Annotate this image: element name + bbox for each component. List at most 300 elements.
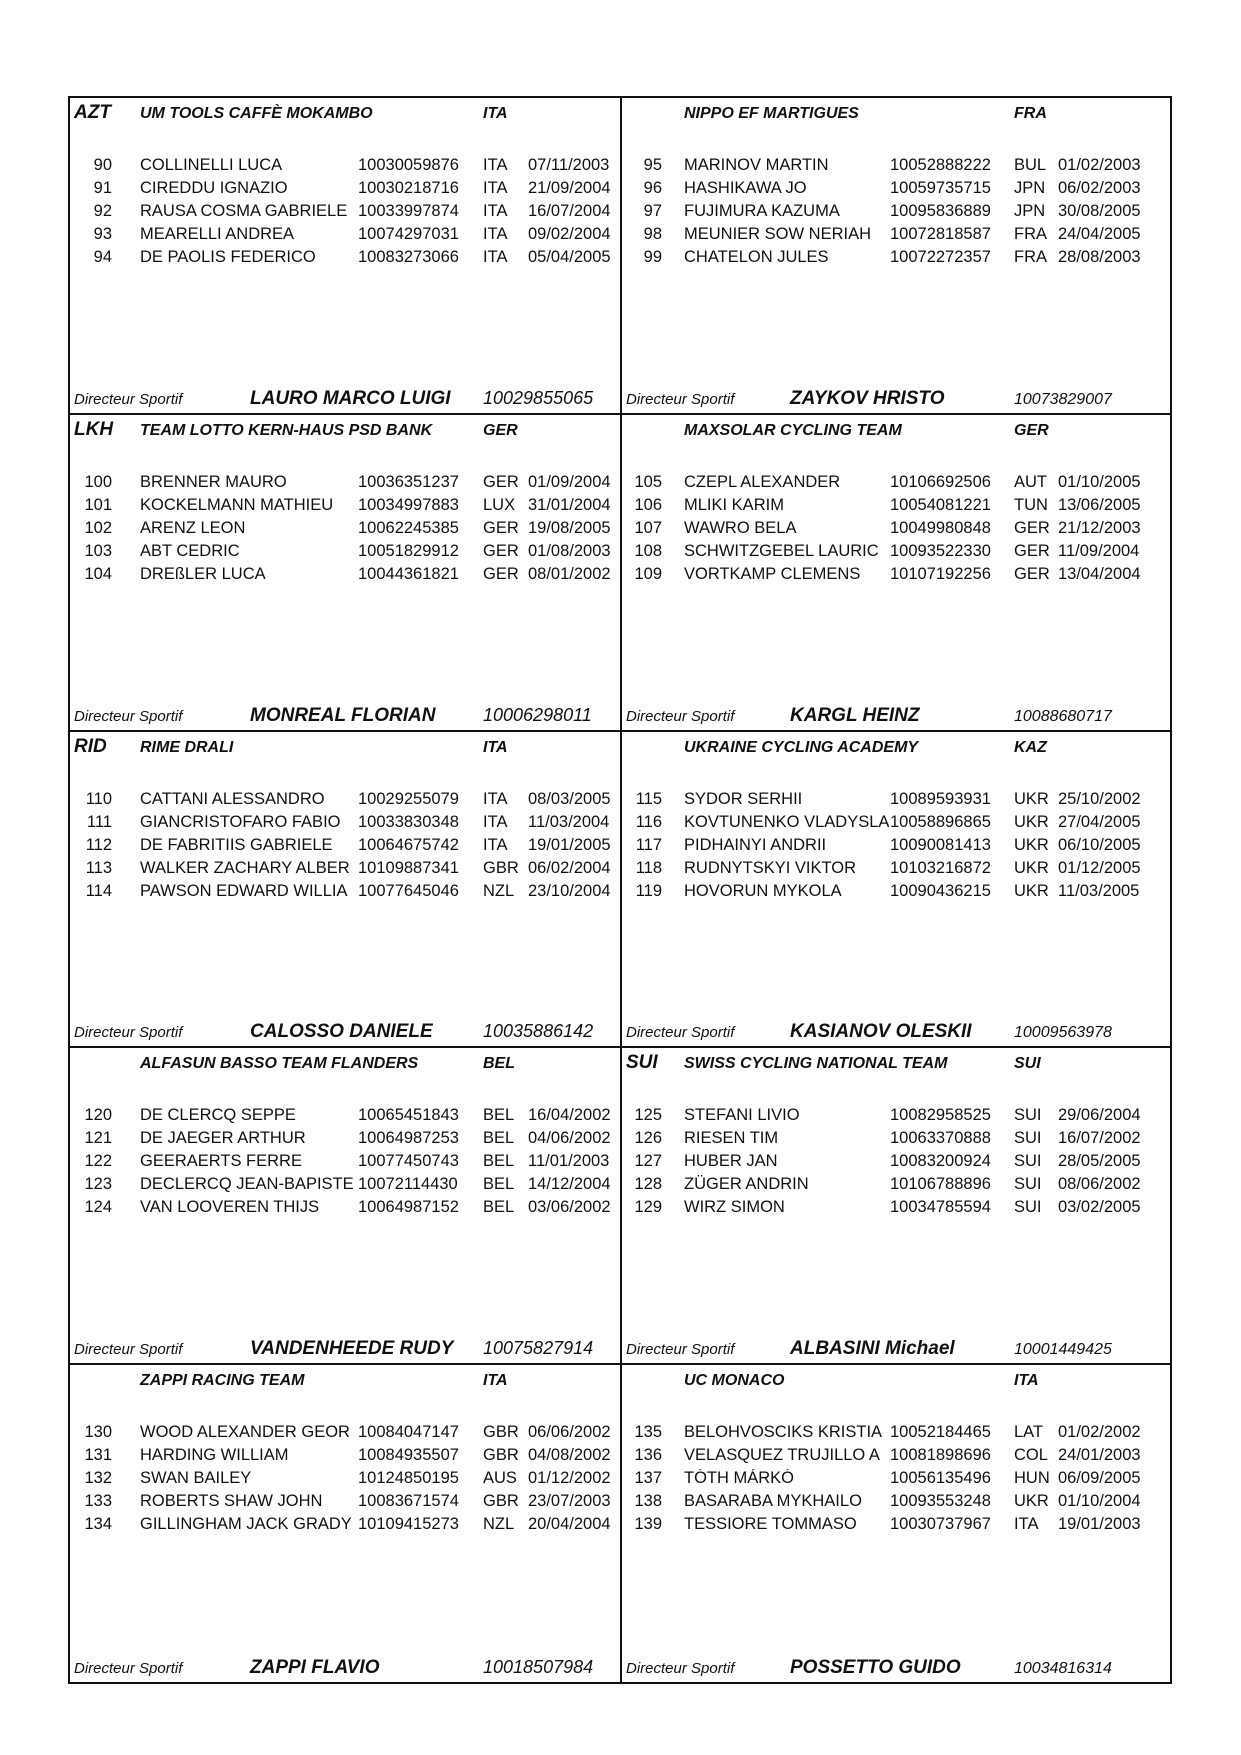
directeur-label: Directeur Sportif <box>74 1659 183 1677</box>
team-header <box>622 102 1170 124</box>
rider-nationality: ITA <box>483 789 508 808</box>
rider-row <box>70 473 620 496</box>
rider-row <box>70 1469 620 1492</box>
rider-number: 112 <box>85 835 112 854</box>
rider-row <box>70 1515 620 1538</box>
directeur-name: ZAPPI FLAVIO <box>250 1656 380 1678</box>
rider-row <box>622 542 1170 565</box>
team-nationality: ITA <box>483 1372 508 1390</box>
rider-birthdate: 01/10/2005 <box>1058 472 1141 491</box>
rider-name: ROBERTS SHAW JOHN <box>140 1492 323 1511</box>
rider-list <box>622 156 1170 271</box>
directeur-id: 10034816314 <box>1014 1659 1112 1677</box>
team-header <box>622 419 1170 441</box>
rider-row <box>622 496 1170 519</box>
rider-row <box>622 248 1170 271</box>
rider-row <box>622 1469 1170 1492</box>
rider-row <box>70 202 620 225</box>
rider-uci-id: 10074297031 <box>358 225 459 243</box>
rider-uci-id: 10106788896 <box>890 1175 991 1194</box>
team-code: AZT <box>74 102 111 123</box>
directeur-label: Directeur Sportif <box>74 707 183 725</box>
rider-nationality: BUL <box>1014 156 1047 174</box>
rider-uci-id: 10036351237 <box>358 472 459 491</box>
rider-uci-id: 10033830348 <box>358 812 459 831</box>
rider-uci-id: 10030059876 <box>358 156 459 174</box>
rider-nationality: LUX <box>483 495 516 514</box>
rider-nationality: HUN <box>1014 1469 1050 1488</box>
rider-name: MARINOV MARTIN <box>684 156 829 174</box>
rider-uci-id: 10083671574 <box>358 1492 459 1511</box>
directeur-name: VANDENHEEDE RUDY <box>250 1338 454 1360</box>
rider-nationality: BEL <box>483 1152 515 1171</box>
directeur-id: 10001449425 <box>1014 1341 1112 1359</box>
rider-number: 114 <box>85 881 112 900</box>
rider-birthdate: 21/12/2003 <box>1058 518 1141 537</box>
rider-name: ABT CEDRIC <box>140 541 240 560</box>
rider-birthdate: 19/01/2003 <box>1058 1515 1141 1534</box>
rider-number: 120 <box>84 1106 112 1125</box>
rider-uci-id: 10093522330 <box>890 541 991 560</box>
rider-row <box>622 1129 1170 1152</box>
rider-uci-id: 10109887341 <box>358 858 459 877</box>
rider-name: DE CLERCQ SEPPE <box>140 1106 296 1125</box>
team-nationality: ITA <box>483 738 508 756</box>
rider-number: 117 <box>635 835 662 854</box>
rider-birthdate: 01/12/2002 <box>528 1469 611 1488</box>
rider-nationality: BEL <box>483 1198 515 1217</box>
rider-row <box>622 179 1170 202</box>
directeur-id: 10018507984 <box>483 1656 594 1677</box>
rider-row <box>70 156 620 179</box>
rider-nationality: TUN <box>1014 495 1048 514</box>
team-nationality: FRA <box>1014 105 1047 122</box>
directeur-id: 10009563978 <box>1014 1024 1112 1042</box>
rider-uci-id: 10052184465 <box>890 1423 991 1442</box>
team-code: RID <box>74 735 107 757</box>
rider-nationality: AUT <box>1014 472 1047 491</box>
rider-row <box>622 1515 1170 1538</box>
rider-name: DE PAOLIS FEDERICO <box>140 248 316 266</box>
team-header <box>622 736 1170 758</box>
rider-name: VORTKAMP CLEMENS <box>684 564 861 583</box>
rider-row <box>622 813 1170 836</box>
rider-name: FUJIMURA KAZUMA <box>684 202 840 220</box>
rider-uci-id: 10051829912 <box>358 541 459 560</box>
rider-birthdate: 01/02/2002 <box>1058 1423 1141 1442</box>
rider-name: BELOHVOSCIKS KRISTIA <box>684 1423 883 1442</box>
rider-row <box>70 225 620 248</box>
rider-birthdate: 16/04/2002 <box>528 1106 611 1125</box>
rider-nationality: GER <box>1014 541 1050 560</box>
team-nationality: GER <box>483 421 518 439</box>
team-nationality: ITA <box>483 105 508 122</box>
team-name: MAXSOLAR CYCLING TEAM <box>684 421 902 439</box>
rider-birthdate: 16/07/2004 <box>528 202 611 220</box>
rider-nationality: UKR <box>1014 858 1049 877</box>
directeur-sportif-row <box>622 1336 1170 1360</box>
rider-number: 128 <box>634 1175 662 1194</box>
rider-name: RAUSA COSMA GABRIELE <box>140 202 348 220</box>
rider-birthdate: 05/04/2005 <box>528 248 611 266</box>
rider-number: 130 <box>84 1423 112 1442</box>
rider-row <box>622 202 1170 225</box>
team-nationality: GER <box>1014 421 1049 439</box>
rider-number: 103 <box>84 541 112 560</box>
rider-uci-id: 10090436215 <box>890 881 991 900</box>
directeur-sportif-row <box>70 1019 620 1043</box>
rider-number: 115 <box>635 789 662 808</box>
team-name: ZAPPI RACING TEAM <box>140 1372 305 1390</box>
team-block <box>70 1048 620 1365</box>
rider-birthdate: 04/08/2002 <box>528 1446 611 1465</box>
rider-number: 126 <box>634 1129 662 1148</box>
rider-row <box>70 790 620 813</box>
rider-uci-id: 10054081221 <box>890 495 991 514</box>
rider-number: 123 <box>84 1175 112 1194</box>
rider-birthdate: 29/06/2004 <box>1058 1106 1141 1125</box>
rider-uci-id: 10059735715 <box>890 179 991 197</box>
rider-number: 104 <box>84 564 112 583</box>
directeur-label: Directeur Sportif <box>74 1341 183 1359</box>
rider-row <box>70 496 620 519</box>
directeur-name: LAURO MARCO LUIGI <box>250 387 451 409</box>
rider-row <box>70 1106 620 1129</box>
team-block <box>620 98 1170 415</box>
rider-number: 92 <box>93 202 112 220</box>
rider-birthdate: 03/06/2002 <box>528 1198 611 1217</box>
rider-birthdate: 11/01/2003 <box>528 1152 610 1171</box>
rider-birthdate: 04/06/2002 <box>528 1129 611 1148</box>
rider-row <box>622 156 1170 179</box>
rider-name: TÓTH MÁRKÓ <box>684 1469 794 1488</box>
team-nationality: SUI <box>1014 1055 1041 1073</box>
rider-number: 94 <box>93 248 112 266</box>
rider-row <box>622 1106 1170 1129</box>
rider-birthdate: 08/06/2002 <box>1058 1175 1141 1194</box>
rider-nationality: BEL <box>483 1129 515 1148</box>
team-name: UKRAINE CYCLING ACADEMY <box>684 738 919 756</box>
rider-name: DE FABRITIIS GABRIELE <box>140 835 333 854</box>
directeur-name: ZAYKOV HRISTO <box>790 387 945 409</box>
rider-row <box>70 519 620 542</box>
rider-birthdate: 01/10/2004 <box>1058 1492 1141 1511</box>
rider-row <box>622 225 1170 248</box>
rider-number: 124 <box>84 1198 112 1217</box>
rider-row <box>622 473 1170 496</box>
rider-birthdate: 06/10/2005 <box>1058 835 1141 854</box>
rider-uci-id: 10124850195 <box>358 1469 459 1488</box>
team-name: SWISS CYCLING NATIONAL TEAM <box>684 1055 948 1073</box>
team-name: RIME DRALI <box>140 738 234 756</box>
rider-uci-id: 10077450743 <box>358 1152 459 1171</box>
rider-nationality: GER <box>483 541 519 560</box>
directeur-sportif-row <box>70 386 620 410</box>
rider-nationality: UKR <box>1014 835 1049 854</box>
rider-name: COLLINELLI LUCA <box>140 156 283 174</box>
rider-number: 131 <box>84 1446 112 1465</box>
team-block <box>70 415 620 732</box>
rider-uci-id: 10093553248 <box>890 1492 991 1511</box>
rider-name: GEERAERTS FERRE <box>140 1152 302 1171</box>
rider-nationality: SUI <box>1014 1175 1042 1194</box>
rider-name: SWAN BAILEY <box>140 1469 252 1488</box>
rider-name: SCHWITZGEBEL LAURIC <box>684 541 879 560</box>
rider-name: BRENNER MAURO <box>140 472 287 491</box>
rider-birthdate: 19/08/2005 <box>528 518 611 537</box>
rider-name: MEARELLI ANDREA <box>140 225 295 243</box>
directeur-label: Directeur Sportif <box>626 390 735 408</box>
directeur-id: 10073829007 <box>1014 390 1112 408</box>
rider-uci-id: 10062245385 <box>358 518 459 537</box>
rider-name: PAWSON EDWARD WILLIA <box>140 881 348 900</box>
directeur-label: Directeur Sportif <box>626 1659 735 1677</box>
rider-birthdate: 31/01/2004 <box>528 495 611 514</box>
rider-uci-id: 10077645046 <box>358 881 459 900</box>
rider-birthdate: 11/03/2004 <box>528 812 610 831</box>
rider-name: HASHIKAWA JO <box>684 179 807 197</box>
rider-nationality: ITA <box>483 225 508 243</box>
rider-list <box>70 790 620 905</box>
rider-birthdate: 06/06/2002 <box>528 1423 611 1442</box>
rider-number: 97 <box>643 202 662 220</box>
rider-name: DECLERCQ JEAN-BAPISTE <box>140 1175 354 1194</box>
rider-row <box>70 542 620 565</box>
directeur-name: CALOSSO DANIELE <box>250 1021 433 1043</box>
rider-name: HARDING WILLIAM <box>140 1446 289 1465</box>
rider-uci-id: 10064987253 <box>358 1129 459 1148</box>
rider-nationality: UKR <box>1014 881 1049 900</box>
rider-birthdate: 11/03/2005 <box>1058 881 1140 900</box>
team-name: UC MONACO <box>684 1372 785 1390</box>
rider-uci-id: 10034785594 <box>890 1198 991 1217</box>
rider-uci-id: 10063370888 <box>890 1129 991 1148</box>
rider-number: 113 <box>85 858 112 877</box>
rider-birthdate: 28/05/2005 <box>1058 1152 1141 1171</box>
rider-name: WAWRO BELA <box>684 518 797 537</box>
rider-list <box>70 156 620 271</box>
rider-number: 96 <box>643 179 662 197</box>
rider-nationality: JPN <box>1014 202 1046 220</box>
team-header <box>622 1369 1170 1391</box>
rider-uci-id: 10090081413 <box>890 835 991 854</box>
rider-nationality: GER <box>483 564 519 583</box>
rider-number: 133 <box>84 1492 112 1511</box>
directeur-name: POSSETTO GUIDO <box>790 1656 961 1678</box>
team-code: LKH <box>74 418 114 440</box>
team-header <box>70 419 620 441</box>
team-block <box>620 1048 1170 1365</box>
rider-uci-id: 10072114430 <box>358 1175 458 1194</box>
rider-nationality: SUI <box>1014 1152 1042 1171</box>
rider-nationality: GER <box>483 518 519 537</box>
rider-number: 127 <box>634 1152 662 1171</box>
directeur-name: KASIANOV OLESKII <box>790 1021 972 1043</box>
team-header <box>622 1052 1170 1074</box>
rider-number: 93 <box>93 225 112 243</box>
directeur-id: 10029855065 <box>483 387 594 408</box>
rider-number: 109 <box>634 564 662 583</box>
rider-nationality: BEL <box>483 1175 515 1194</box>
rider-birthdate: 11/09/2004 <box>1058 541 1140 560</box>
rider-number: 122 <box>84 1152 112 1171</box>
rider-uci-id: 10056135496 <box>890 1469 991 1488</box>
rider-name: PIDHAINYI ANDRII <box>684 835 827 854</box>
rider-birthdate: 06/09/2005 <box>1058 1469 1141 1488</box>
directeur-label: Directeur Sportif <box>626 1341 735 1359</box>
rider-name: WALKER ZACHARY ALBER <box>140 858 350 877</box>
rider-number: 134 <box>84 1515 112 1534</box>
rider-name: VAN LOOVEREN THIJS <box>140 1198 320 1217</box>
rider-row <box>622 1423 1170 1446</box>
rider-uci-id: 10030218716 <box>358 179 459 197</box>
rider-row <box>622 1152 1170 1175</box>
rider-number: 110 <box>85 789 112 808</box>
team-nationality: BEL <box>483 1055 515 1073</box>
rider-row <box>70 1198 620 1221</box>
rider-name: HUBER JAN <box>684 1152 778 1171</box>
team-roster-sheet <box>68 96 1172 1684</box>
rider-name: GIANCRISTOFARO FABIO <box>140 812 341 831</box>
rider-name: HOVORUN MYKOLA <box>684 881 842 900</box>
rider-birthdate: 13/04/2004 <box>1058 564 1141 583</box>
rider-name: KOVTUNENKO VLADYSLA <box>684 812 889 831</box>
rider-row <box>622 882 1170 905</box>
rider-nationality: NZL <box>483 1515 515 1534</box>
directeur-sportif-row <box>622 703 1170 727</box>
team-block <box>620 415 1170 732</box>
team-nationality: ITA <box>1014 1372 1039 1390</box>
rider-number: 101 <box>84 495 112 514</box>
rider-name: CHATELON JULES <box>684 248 829 266</box>
rider-birthdate: 08/01/2002 <box>528 564 611 583</box>
rider-number: 100 <box>84 472 112 491</box>
team-block <box>620 1365 1170 1682</box>
rider-uci-id: 10052888222 <box>890 156 991 174</box>
rider-uci-id: 10084935507 <box>358 1446 459 1465</box>
rider-row <box>70 859 620 882</box>
rider-birthdate: 14/12/2004 <box>528 1175 611 1194</box>
rider-name: BASARABA MYKHAILO <box>684 1492 862 1511</box>
rider-nationality: GBR <box>483 1492 519 1511</box>
rider-number: 106 <box>634 495 662 514</box>
rider-birthdate: 27/04/2005 <box>1058 812 1141 831</box>
rider-nationality: LAT <box>1014 1423 1044 1442</box>
team-header <box>70 1052 620 1074</box>
directeur-label: Directeur Sportif <box>626 707 735 725</box>
rider-number: 98 <box>643 225 662 243</box>
rider-nationality: COL <box>1014 1446 1048 1465</box>
rider-name: ARENZ LEON <box>140 518 246 537</box>
rider-uci-id: 10095836889 <box>890 202 991 220</box>
rider-list <box>622 473 1170 588</box>
rider-birthdate: 01/08/2003 <box>528 541 611 560</box>
rider-nationality: GER <box>1014 564 1050 583</box>
rider-number: 95 <box>643 156 662 174</box>
rider-birthdate: 01/09/2004 <box>528 472 611 491</box>
directeur-label: Directeur Sportif <box>74 1024 183 1042</box>
rider-row <box>622 836 1170 859</box>
rider-row <box>70 1175 620 1198</box>
rider-nationality: SUI <box>1014 1129 1042 1148</box>
rider-name: RUDNYTSKYI VIKTOR <box>684 858 857 877</box>
rider-uci-id: 10065451843 <box>358 1106 459 1125</box>
rider-nationality: UKR <box>1014 789 1049 808</box>
rider-number: 129 <box>634 1198 662 1217</box>
rider-nationality: GBR <box>483 1446 519 1465</box>
team-header <box>70 736 620 758</box>
rider-birthdate: 01/02/2003 <box>1058 156 1141 174</box>
rider-number: 137 <box>634 1469 662 1488</box>
rider-birthdate: 24/04/2005 <box>1058 225 1141 243</box>
rider-number: 91 <box>93 179 112 197</box>
rider-name: MEUNIER SOW NERIAH <box>684 225 872 243</box>
team-name: ALFASUN BASSO TEAM FLANDERS <box>140 1055 419 1073</box>
rider-row <box>70 813 620 836</box>
rider-number: 99 <box>643 248 662 266</box>
rider-birthdate: 06/02/2004 <box>528 858 611 877</box>
rider-row <box>622 1446 1170 1469</box>
rider-birthdate: 16/07/2002 <box>1058 1129 1141 1148</box>
directeur-sportif-row <box>622 1655 1170 1679</box>
rider-uci-id: 10081898696 <box>890 1446 991 1465</box>
rider-row <box>70 179 620 202</box>
rider-uci-id: 10033997874 <box>358 202 459 220</box>
rider-nationality: ITA <box>483 835 508 854</box>
rider-row <box>70 565 620 588</box>
rider-name: KOCKELMANN MATHIEU <box>140 495 334 514</box>
rider-nationality: ITA <box>483 156 508 174</box>
rider-row <box>70 1423 620 1446</box>
directeur-name: ALBASINI Michael <box>790 1338 955 1360</box>
team-block <box>70 732 620 1049</box>
rider-uci-id: 10072818587 <box>890 225 991 243</box>
directeur-id: 10088680717 <box>1014 707 1112 725</box>
rider-nationality: JPN <box>1014 179 1046 197</box>
rider-list <box>622 1423 1170 1538</box>
rider-list <box>70 1106 620 1221</box>
rider-nationality: BEL <box>483 1106 515 1125</box>
rider-list <box>622 790 1170 905</box>
rider-nationality: ITA <box>1014 1515 1039 1534</box>
team-header <box>70 1369 620 1391</box>
rider-nationality: ITA <box>483 179 508 197</box>
rider-nationality: GER <box>1014 518 1050 537</box>
rider-birthdate: 24/01/2003 <box>1058 1446 1141 1465</box>
directeur-label: Directeur Sportif <box>74 390 183 408</box>
rider-uci-id: 10109415273 <box>358 1515 459 1534</box>
rider-nationality: SUI <box>1014 1198 1042 1217</box>
rider-name: MLIKI KARIM <box>684 495 784 514</box>
rider-name: WIRZ SIMON <box>684 1198 785 1217</box>
rider-number: 118 <box>635 858 662 877</box>
rider-birthdate: 25/10/2002 <box>1058 789 1141 808</box>
rider-uci-id: 10082958525 <box>890 1106 991 1125</box>
rider-uci-id: 10034997883 <box>358 495 459 514</box>
rider-birthdate: 20/04/2004 <box>528 1515 611 1534</box>
rider-number: 121 <box>84 1129 112 1148</box>
rider-list <box>70 1423 620 1538</box>
rider-birthdate: 28/08/2003 <box>1058 248 1141 266</box>
rider-birthdate: 13/06/2005 <box>1058 495 1141 514</box>
rider-list <box>70 473 620 588</box>
directeur-label: Directeur Sportif <box>626 1024 735 1042</box>
rider-row <box>622 790 1170 813</box>
rider-name: STEFANI LIVIO <box>684 1106 800 1125</box>
rider-birthdate: 03/02/2005 <box>1058 1198 1141 1217</box>
directeur-name: MONREAL FLORIAN <box>250 704 436 726</box>
rider-uci-id: 10107192256 <box>890 564 991 583</box>
